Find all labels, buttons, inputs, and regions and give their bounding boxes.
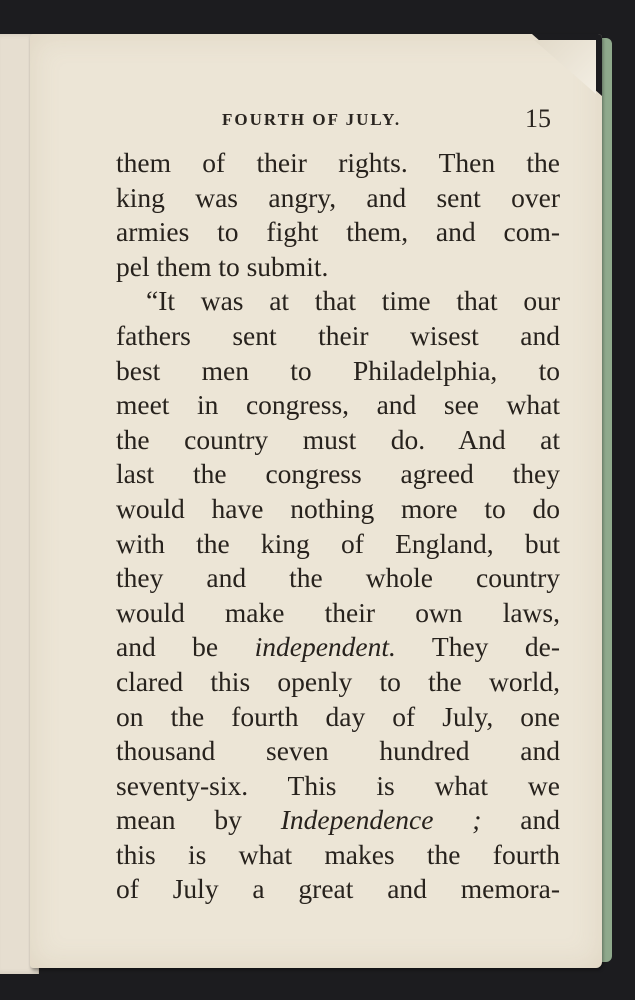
italic-word: independent. — [254, 631, 396, 663]
text-line: them of their rights. Then the — [116, 147, 560, 178]
text-fragment: and be — [116, 631, 219, 663]
text-line: would make their own laws, — [116, 596, 560, 628]
text-line: meet in congress, and see what — [116, 389, 560, 421]
text-line: clared this openly to the world, — [116, 665, 560, 697]
text-fragment: and — [520, 804, 560, 836]
italic-word: Independence ; — [280, 804, 482, 836]
text-line: this is what makes the fourth — [116, 838, 560, 870]
text-line: fathers sent their wisest and — [116, 319, 560, 351]
text-line: best men to Philadelphia, to — [116, 354, 560, 386]
text-line: last the congress agreed they — [116, 458, 560, 490]
text-line: seventy-six. This is what we — [116, 769, 560, 801]
text-line: they and the whole country — [116, 562, 560, 594]
text-line: the country must do. And at — [116, 423, 560, 455]
text-line-mixed — [116, 630, 560, 665]
text-fragment: They de- — [431, 631, 560, 663]
text-line: of July a great and memora- — [116, 873, 560, 905]
body-text — [116, 146, 560, 907]
page-number: 15 — [525, 104, 551, 133]
text-line: would have nothing more to do — [116, 492, 560, 524]
text-line: on the fourth day of July, one — [116, 700, 560, 732]
text-line: king was angry, and sent over — [116, 181, 560, 213]
text-line-mixed — [116, 803, 560, 838]
book-page — [30, 34, 602, 968]
running-head: FOURTH OF JULY. — [222, 110, 402, 129]
text-line: “It was at that time that our — [146, 285, 560, 317]
text-line: armies to fight them, and com- — [116, 216, 560, 248]
page-header — [30, 104, 602, 134]
text-fragment: mean by — [116, 804, 242, 836]
text-line: pel them to submit. — [116, 250, 329, 282]
text-line: thousand seven hundred and — [116, 735, 560, 767]
text-line: with the king of England, but — [116, 527, 560, 559]
